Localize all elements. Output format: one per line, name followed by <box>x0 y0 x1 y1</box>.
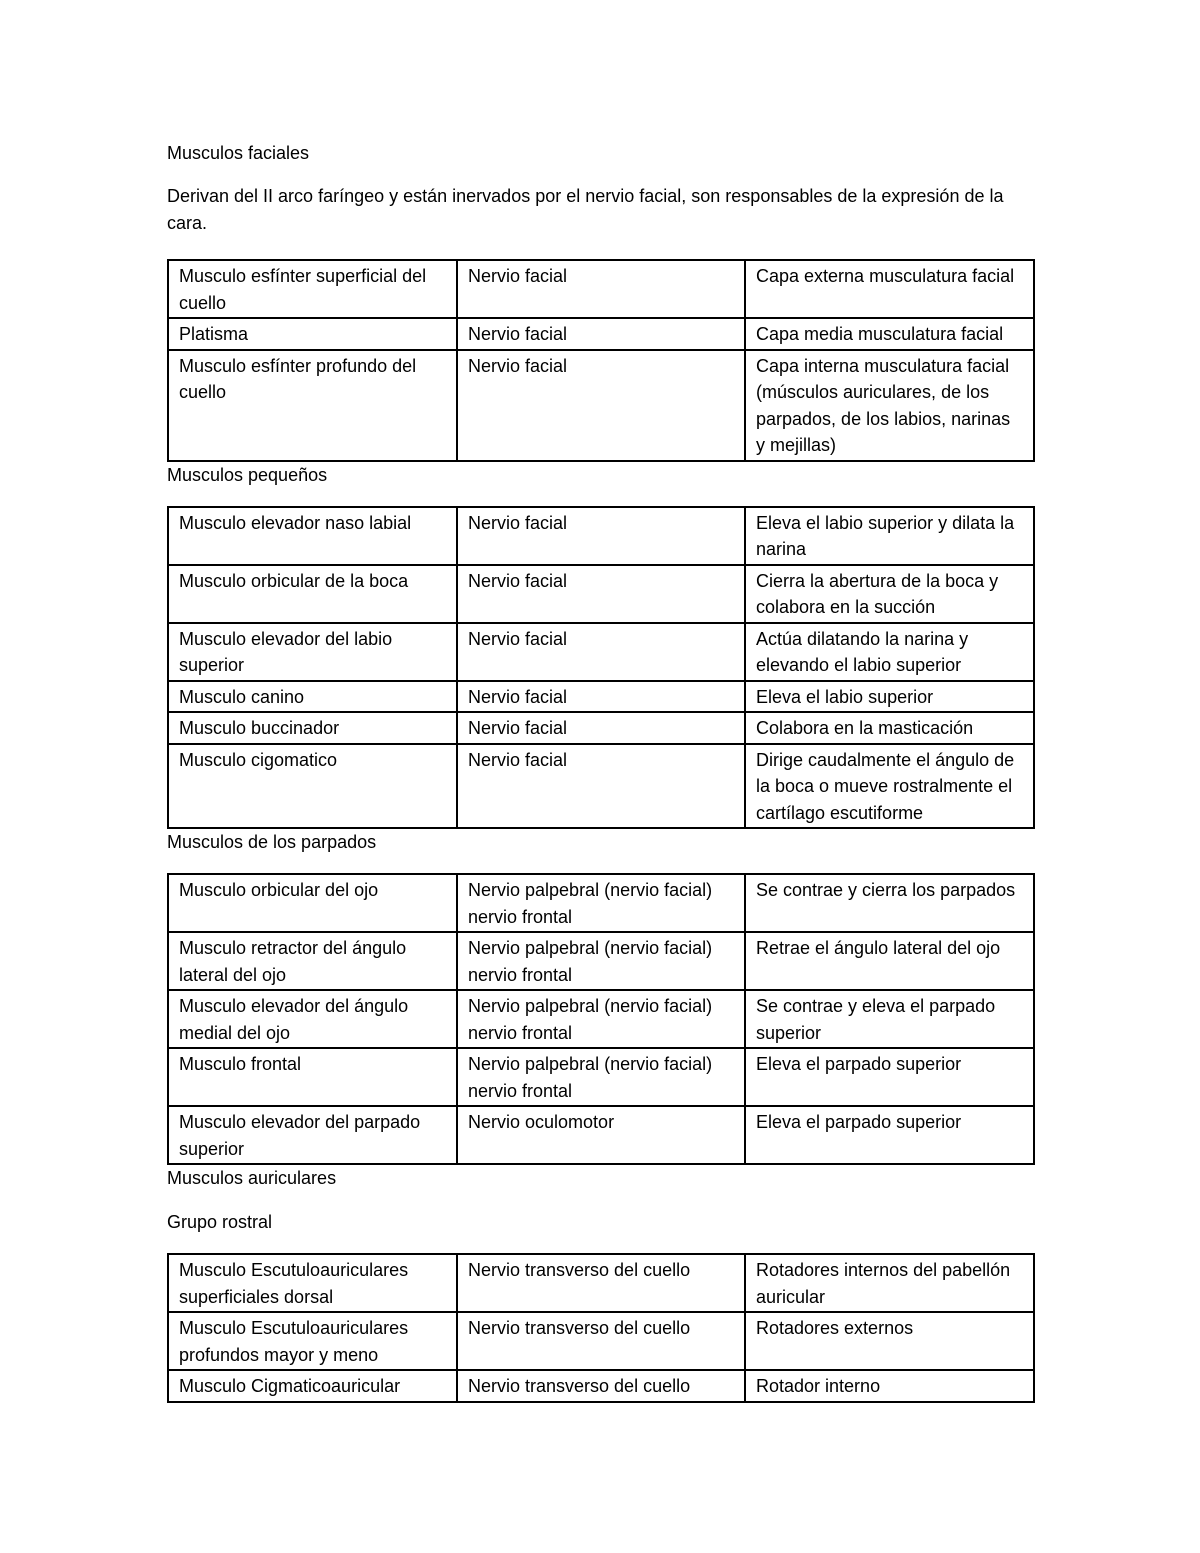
table-row <box>168 318 1034 350</box>
nerve-cell: Nervio facial <box>457 350 745 461</box>
muscle-cell: Musculo esfínter profundo del cuello <box>168 350 457 461</box>
muscle-cell: Musculo orbicular del ojo <box>168 874 457 932</box>
muscle-cell: Musculo cigomatico <box>168 744 457 829</box>
muscle-cell: Musculo elevador del parpado superior <box>168 1106 457 1164</box>
muscle-cell: Platisma <box>168 318 457 350</box>
nerve-cell: Nervio facial <box>457 681 745 713</box>
table-row <box>168 623 1034 681</box>
muscle-cell: Musculo Escutuloauriculares superficiales dorsal <box>168 1254 457 1312</box>
function-cell: Rotadores internos del pabellón auricular <box>745 1254 1034 1312</box>
table-row <box>168 350 1034 461</box>
table-row <box>168 932 1034 990</box>
nerve-cell: Nervio palpebral (nervio facial) nervio frontal <box>457 1048 745 1106</box>
function-cell: Capa media musculatura facial <box>745 318 1034 350</box>
eyelid-muscles-table <box>167 873 1035 1165</box>
nerve-cell: Nervio oculomotor <box>457 1106 745 1164</box>
nerve-cell: Nervio palpebral (nervio facial) nervio frontal <box>457 990 745 1048</box>
nerve-cell: Nervio palpebral (nervio facial) nervio frontal <box>457 932 745 990</box>
table-row <box>168 744 1034 829</box>
nerve-cell: Nervio facial <box>457 623 745 681</box>
table-row <box>168 507 1034 565</box>
table-row <box>168 874 1034 932</box>
table-row <box>168 681 1034 713</box>
section-heading-small-muscles: Musculos pequeños <box>167 464 328 485</box>
function-cell: Se contrae y cierra los parpados <box>745 874 1034 932</box>
muscle-cell: Musculo elevador del labio superior <box>168 623 457 681</box>
muscle-cell: Musculo Cigmaticoauricular <box>168 1370 457 1402</box>
muscle-cell: Musculo frontal <box>168 1048 457 1106</box>
function-cell: Rotadores externos <box>745 1312 1034 1370</box>
muscle-cell: Musculo esfínter superficial del cuello <box>168 260 457 318</box>
table-row <box>168 1370 1034 1402</box>
document-title: Musculos faciales <box>167 143 310 163</box>
table-row <box>168 565 1034 623</box>
function-cell: Actúa dilatando la narina y elevando el labio superior <box>745 623 1034 681</box>
table-row <box>168 260 1034 318</box>
nerve-cell: Nervio transverso del cuello <box>457 1312 745 1370</box>
nerve-cell: Nervio transverso del cuello <box>457 1370 745 1402</box>
table-row <box>168 712 1034 744</box>
table-row <box>168 1106 1034 1164</box>
table-row <box>168 1254 1034 1312</box>
function-cell: Capa interna musculatura facial (músculos auriculares, de los parpados, de los labios, narinas y mejillas) <box>745 350 1034 461</box>
muscle-cell: Musculo orbicular de la boca <box>168 565 457 623</box>
muscle-cell: Musculo canino <box>168 681 457 713</box>
section-heading-eyelid-muscles: Musculos de los parpados <box>167 832 377 852</box>
facial-layers-table <box>167 259 1035 462</box>
intro-paragraph: Derivan del II arco faríngeo y están inervados por el nervio facial, son responsables de la expresión de la cara. <box>167 186 1004 233</box>
function-cell: Rotador interno <box>745 1370 1034 1402</box>
function-cell: Capa externa musculatura facial <box>745 260 1034 318</box>
table-row <box>168 990 1034 1048</box>
function-cell: Dirige caudalmente el ángulo de la boca o mueve rostralmente el cartílago escutiforme <box>745 744 1034 829</box>
section-heading-auricular-muscles: Musculos auriculares <box>167 1168 337 1188</box>
muscle-cell: Musculo Escutuloauriculares profundos mayor y meno <box>168 1312 457 1370</box>
nerve-cell: Nervio facial <box>457 507 745 565</box>
table-row <box>168 1312 1034 1370</box>
nerve-cell: Nervio facial <box>457 260 745 318</box>
function-cell: Cierra la abertura de la boca y colabora en la succión <box>745 565 1034 623</box>
auricular-muscles-table <box>167 1253 1035 1403</box>
function-cell: Eleva el labio superior y dilata la narina <box>745 507 1034 565</box>
function-cell: Se contrae y eleva el parpado superior <box>745 990 1034 1048</box>
nerve-cell: Nervio facial <box>457 744 745 829</box>
function-cell: Eleva el parpado superior <box>745 1106 1034 1164</box>
function-cell: Retrae el ángulo lateral del ojo <box>745 932 1034 990</box>
muscle-cell: Musculo buccinador <box>168 712 457 744</box>
muscle-cell: Musculo elevador del ángulo medial del ojo <box>168 990 457 1048</box>
nerve-cell: Nervio palpebral (nervio facial) nervio frontal <box>457 874 745 932</box>
subheading-rostral-group: Grupo rostral <box>167 1212 273 1232</box>
small-muscles-table <box>167 506 1035 830</box>
function-cell: Eleva el parpado superior <box>745 1048 1034 1106</box>
document-page <box>167 140 1033 1403</box>
function-cell: Colabora en la masticación <box>745 712 1034 744</box>
nerve-cell: Nervio facial <box>457 712 745 744</box>
nerve-cell: Nervio facial <box>457 565 745 623</box>
muscle-cell: Musculo retractor del ángulo lateral del ojo <box>168 932 457 990</box>
table-row <box>168 1048 1034 1106</box>
nerve-cell: Nervio transverso del cuello <box>457 1254 745 1312</box>
muscle-cell: Musculo elevador naso labial <box>168 507 457 565</box>
function-cell: Eleva el labio superior <box>745 681 1034 713</box>
nerve-cell: Nervio facial <box>457 318 745 350</box>
